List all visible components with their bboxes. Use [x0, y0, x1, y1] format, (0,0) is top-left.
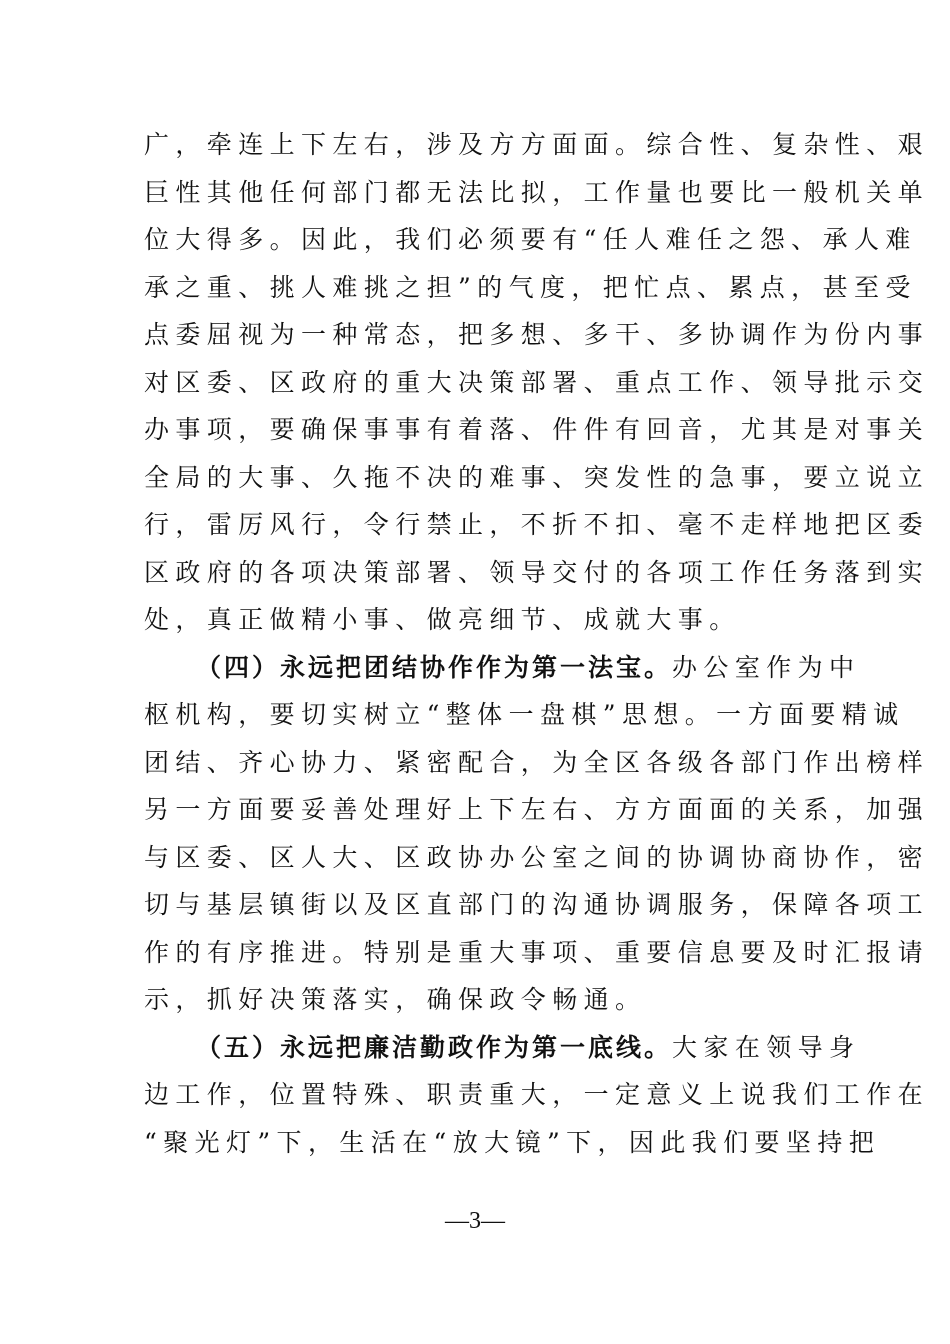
section-heading-line: （四）永远把团结协作作为第一法宝。办公室作为中 [196, 652, 861, 682]
text-line: 另一方面要妥善处理好上下左右、方方面面的关系，加强 [144, 795, 930, 824]
text-line: 位大得多。因此，我们必须要有“任人难任之怨、承人难 [144, 225, 917, 254]
text-line: 处，真正做精小事、做亮细节、成就大事。 [144, 605, 741, 634]
section-heading-five: （五）永远把廉洁勤政作为第一底线。 [196, 1032, 673, 1062]
text-line: 全局的大事、久拖不决的难事、突发性的急事，要立说立 [144, 462, 930, 492]
text-line: 枢机构，要切实树立“整体一盘棋”思想。一方面要精诚 [144, 700, 905, 729]
section-heading-line: （五）永远把廉洁勤政作为第一底线。大家在领导身 [196, 1032, 861, 1062]
text-line: 办事项，要确保事事有着落、件件有回音，尤其是对事关 [144, 415, 930, 444]
text-line: 巨性其他任何部门都无法比拟，工作量也要比一般机关单 [144, 177, 930, 207]
text-line: “聚光灯”下，生活在“放大镜”下，因此我们要坚持把 [144, 1127, 881, 1157]
text-line: 切与基层镇街以及区直部门的沟通协调服务，保障各项工 [144, 890, 930, 919]
page-number: —3— [445, 1208, 505, 1234]
text-line: 广，牵连上下左右，涉及方方面面。综合性、复杂性、艰 [144, 130, 930, 159]
text-line: 行，雷厉风行，令行禁止，不折不扣、毫不走样地把区委 [144, 510, 930, 539]
text-line: 示，抓好决策落实，确保政令畅通。 [144, 985, 647, 1014]
text-line: 与区委、区人大、区政协办公室之间的协调协商协作，密 [144, 842, 930, 872]
text-line: 对区委、区政府的重大决策部署、重点工作、领导批示交 [144, 367, 930, 397]
body-text [144, 121, 930, 1166]
text-line: 团结、齐心协力、紧密配合，为全区各级各部门作出榜样 [144, 747, 930, 777]
text-line: 点委屈视为一种常态，把多想、多干、多协调作为份内事 [144, 320, 930, 349]
text-line: 区政府的各项决策部署、领导交付的各项工作任务落到实 [144, 557, 930, 587]
text-line: 作的有序推进。特别是重大事项、重要信息要及时汇报请 [144, 937, 930, 967]
section-heading-four: （四）永远把团结协作作为第一法宝。 [196, 652, 673, 682]
text-line: 边工作，位置特殊、职责重大，一定意义上说我们工作在 [144, 1080, 930, 1109]
text-line: 承之重、挑人难挑之担”的气度，把忙点、累点，甚至受 [144, 272, 917, 302]
